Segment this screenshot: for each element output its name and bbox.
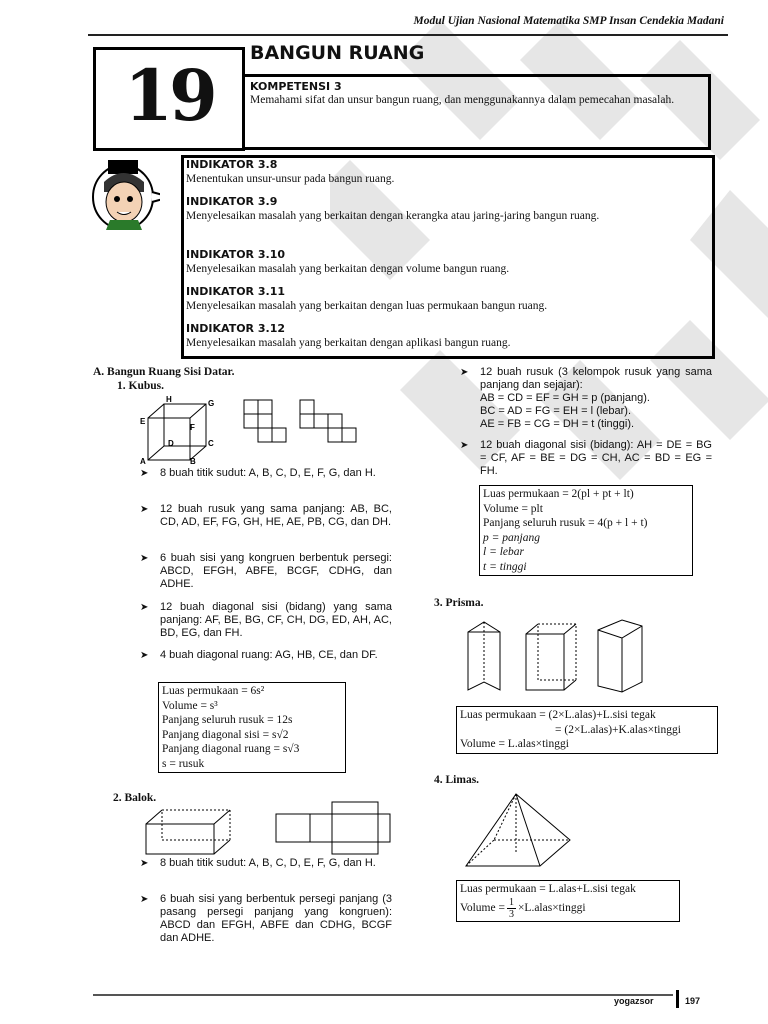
footer-rule — [93, 994, 673, 996]
kubus-bullet: ➤ 6 buah sisi yang kongruen berbentuk persegi: ABCD, EFGH, ABFE, BCGF, CDHG, dan ADHE. — [140, 552, 392, 590]
cube-net-diagrams — [238, 398, 378, 448]
cube-vertex-label: D — [168, 439, 174, 448]
balok-bullet: ➤ 8 buah titik sudut: A, B, C, D, E, F, G, dan H. — [140, 857, 376, 869]
pyramid-diagram — [458, 790, 578, 872]
balok-bullet: ➤ 12 buah diagonal sisi (bidang): AH = DE = BG = CF, AF = BE = DG = CH, AC = BD = EG = FH. — [460, 439, 712, 477]
page-number: 197 — [685, 996, 701, 1006]
cube-vertex-label: F — [190, 423, 195, 432]
limas-title: 4. Limas. — [434, 774, 480, 786]
balok-bullet: ➤ 6 buah sisi yang berbentuk persegi panjang (3 pasang persegi panjang yang kongruen): ABCD dan EFGH, ABFE dan CDHG, BCGF dan ADHE. — [140, 893, 392, 944]
cube-vertex-label: B — [190, 457, 196, 464]
cube-vertex-label: A — [140, 457, 146, 464]
student-avatar-illustration — [90, 152, 160, 232]
indikator-item: INDIKATOR 3.9 Menyelesaikan masalah yang berkaitan dengan kerangka atau jaring-jaring bangun ruang. — [186, 195, 600, 222]
rusuk-line: AB = CD = EF = GH = p (panjang). — [480, 392, 650, 404]
kubus-bullet: ➤ 12 buah diagonal sisi (bidang) yang sama panjang: AF, BE, BG, CF, CH, DG, ED, AH, AC, BD, EG, dan FH. — [140, 601, 392, 639]
running-title: Modul Ujian Nasional Matematika SMP Insan Cendekia Madani — [413, 15, 724, 27]
indikator-item: INDIKATOR 3.8 Menentukan unsur-unsur pada bangun ruang. — [186, 158, 395, 185]
kubus-bullet: ➤ 4 buah diagonal ruang: AG, HB, CE, dan DF. — [140, 649, 378, 661]
header-rule — [88, 34, 728, 36]
kompetensi-text: Memahami sifat dan unsur bangun ruang, dan menggunakannya dalam pemecahan masalah. — [250, 94, 675, 106]
chapter-title: BANGUN RUANG — [250, 42, 425, 64]
kubus-bullet: ➤ 8 buah titik sudut: A, B, C, D, E, F, G, dan H. — [140, 467, 376, 479]
footer-divider — [676, 990, 679, 1008]
cube-vertex-label: G — [208, 399, 215, 408]
chapter-number-box — [93, 47, 245, 151]
balok-formula-box: Luas permukaan = 2(pl + pt + lt) Volume = plt Panjang seluruh rusuk = 4(p + l + t) p = panjang l = lebar t = tinggi — [479, 485, 693, 576]
rusuk-line: AE = FB = CG = DH = t (tinggi). — [480, 418, 635, 430]
rusuk-line: BC = AD = FG = EH = l (lebar). — [480, 405, 631, 417]
chapter-number: 19 — [124, 54, 214, 137]
prisma-formula-box: Luas permukaan = (2×L.alas)+L.sisi tegak = (2×L.alas)+K.alas×tinggi Volume = L.alas×tinggi — [456, 706, 718, 754]
limas-formula-box: Luas permukaan = L.alas+L.sisi tegak Volume = $\frac{1}{3}$ ×L.alas×tinggi — [456, 880, 680, 922]
cube-vertex-label: C — [208, 439, 214, 448]
cuboid-diagram — [140, 806, 240, 858]
cube-vertex-label: H — [166, 396, 172, 404]
indikator-item: INDIKATOR 3.11 Menyelesaikan masalah yang berkaitan dengan luas permukaan bangun ruang. — [186, 285, 548, 312]
balok-title: 2. Balok. — [113, 792, 157, 804]
cube-diagram — [138, 396, 218, 464]
balok-bullet: ➤ 12 buah rusuk (3 kelompok rusuk yang sama panjang dan sejajar): AB = CD = EF = GH = p (panjang). BC = AD = FG = EH = l (lebar). AE = FB = CG = DH = t (tinggi). — [460, 366, 712, 430]
indikator-item: INDIKATOR 3.12 Menyelesaikan masalah yang berkaitan dengan aplikasi bangun ruang. — [186, 322, 511, 349]
cube-vertex-label: E — [140, 417, 146, 426]
section-a-title: A. Bangun Ruang Sisi Datar. — [93, 366, 235, 378]
kubus-bullet: ➤ 12 buah rusuk yang sama panjang: AB, BC, CD, AD, EF, FG, GH, HE, AE, PB, CG, dan DH. — [140, 503, 392, 528]
kubus-title: 1. Kubus. — [117, 380, 164, 392]
indikator-item: INDIKATOR 3.10 Menyelesaikan masalah yang berkaitan dengan volume bangun ruang. — [186, 248, 510, 275]
prism-diagrams — [456, 612, 656, 700]
kubus-formula-box: Luas permukaan = 6s² Volume = s³ Panjang seluruh rusuk = 12s Panjang diagonal sisi = s√2 Panjang diagonal ruang = s√3 s = rusuk — [158, 682, 346, 773]
kompetensi-title: KOMPETENSI 3 — [250, 80, 342, 93]
prisma-title: 3. Prisma. — [434, 597, 484, 609]
footer-author: yogazsor — [614, 996, 654, 1006]
cuboid-net-diagram — [274, 800, 392, 858]
